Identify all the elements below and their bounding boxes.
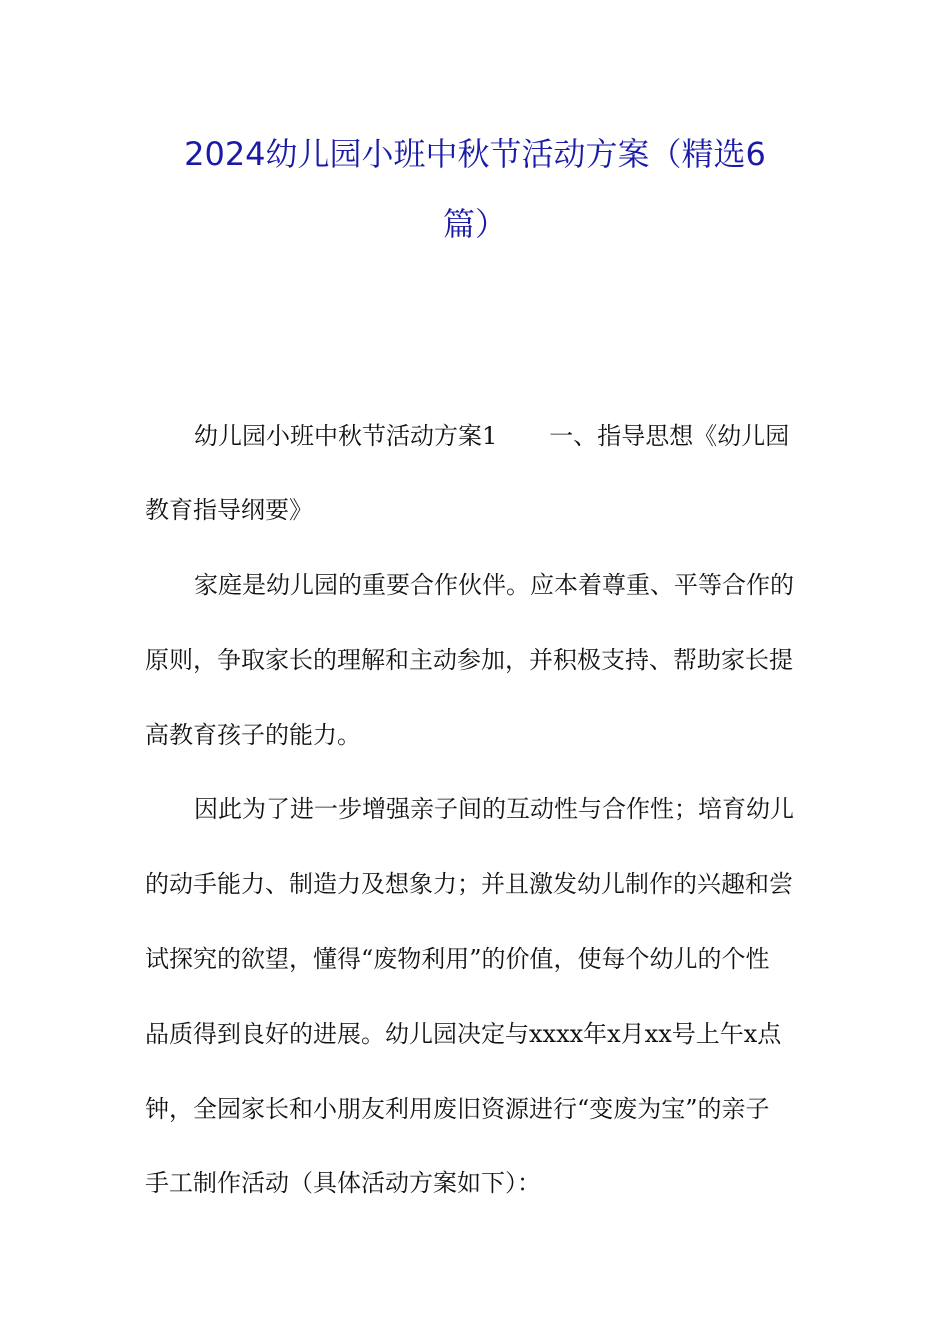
section-heading-subtitle: 一、指导思想《幼儿园 [549,422,790,450]
document-title-line-1: 2024幼儿园小班中秋节活动方案（精选6 [184,135,766,173]
body-line: 钟，全园家长和小朋友利用废旧资源进行“变废为宝”的亲子 [145,1095,770,1123]
body-line: 高教育孩子的能力。 [145,721,361,749]
body-line: 教育指导纲要》 [145,496,313,524]
body-line: 原则，争取家长的理解和主动参加，并积极支持、帮助家长提 [145,646,793,674]
document-title-line-2: 篇） [442,205,507,243]
section-heading-line [194,421,789,451]
body-line: 试探究的欲望，懂得“废物利用”的价值，使每个幼儿的个性 [145,945,770,973]
section-heading-title: 幼儿园小班中秋节活动方案1 [194,422,498,450]
body-line: 手工制作活动（具体活动方案如下）： [145,1169,541,1197]
body-line: 家庭是幼儿园的重要合作伙伴。应本着尊重、平等合作的 [194,571,794,599]
body-line: 因此为了进一步增强亲子间的互动性与合作性；培育幼儿 [194,795,794,823]
body-line: 的动手能力、制造力及想象力；并且激发幼儿制作的兴趣和尝 [145,870,793,898]
body-line: 品质得到良好的进展。幼儿园决定与xxxx年x月xx号上午x点 [145,1020,782,1048]
